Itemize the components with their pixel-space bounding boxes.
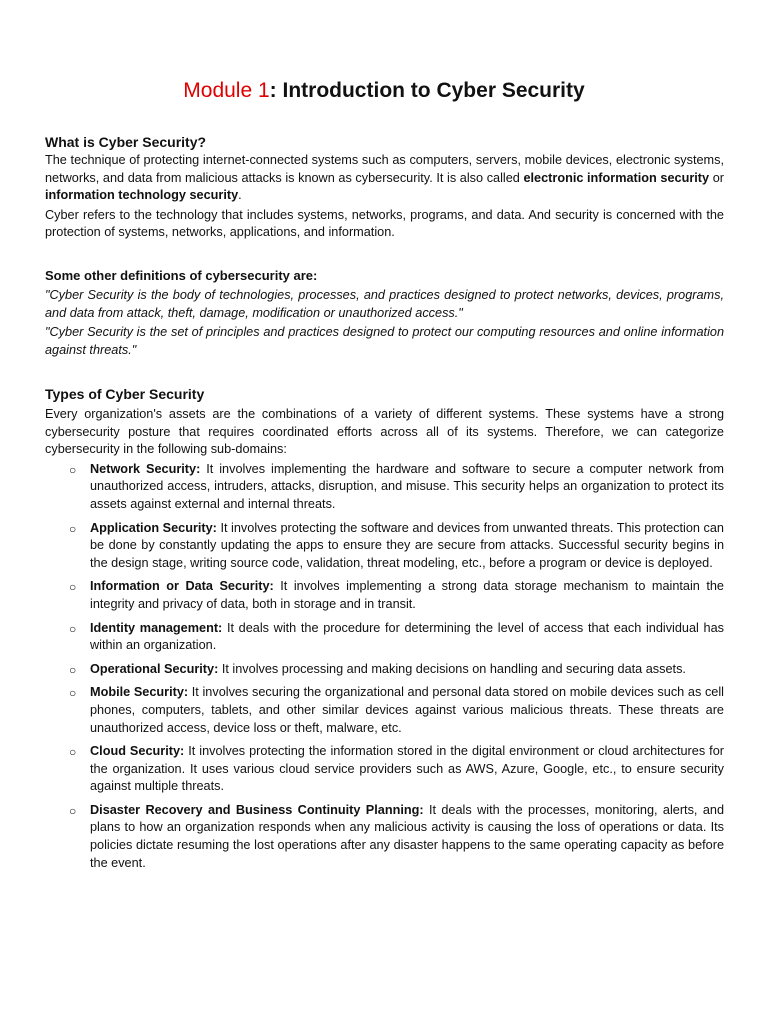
item-term: Disaster Recovery and Business Continuity Planning: [90,802,424,817]
paragraph: Cyber refers to the technology that includes systems, networks, programs, and data. And security is concerned with the protection of systems, networks, applications, and information. [45,207,724,240]
bold-term: electronic information security [523,170,710,185]
bullet-icon: ○ [69,662,77,677]
bullet-icon: ○ [69,462,77,477]
item-desc: It involves protecting the software and devices from unwanted threats. This protection can be done by constantly updating the apps to ensure they are secure from attacks. Successful security begins in the design stage, writing source code, validation, threat modeling, etc., before a program or device is deployed. [90,520,724,570]
quote: "Cyber Security is the set of principles and practices designed to protect our computing resources and online information against threats." [45,325,724,357]
item-desc: It involves processing and making decisions on handling and securing data assets. [218,661,686,676]
list-item [69,684,724,737]
item-desc: It involves securing the organizational and personal data stored on mobile devices such as cell phones, computers, tablets, and other similar devices against various malicious threats. These threats are unauthorized access, device loss or theft, malware, etc. [90,685,724,735]
list-item [69,661,724,679]
title-text: : Introduction to Cyber Security [269,79,585,102]
bullet-icon: ○ [69,521,77,536]
item-desc: It deals with the processes, monitoring, alerts, and plans to how an organization responds when any malicious activity is causing the loss of operations or data. Its policies dictate resuming the lost operations after any disaster happens to the same operating capacity as before the event. [90,802,724,870]
bullet-icon: ○ [69,621,77,636]
list-item [69,802,724,872]
item-desc: It deals with the procedure for determining the level of access that each individual has within an organization. [90,620,724,653]
types-list [45,461,724,872]
paragraph: Every organization's assets are the combinations of a variety of different systems. These systems have a strong cybersecurity posture that requires coordinated efforts across all of its systems. Therefore, we can categorize cybersecurity in the following sub-domains: [45,407,724,457]
section-heading: Types of Cyber Security [45,386,205,402]
section-definitions [45,267,724,359]
item-desc: It involves implementing the hardware and software to secure a computer network from unauthorized access, intruders, attacks, disruption, and misuse. This security helps an organization to protect its assets against external and internal threats. [90,461,724,511]
text: The technique of protecting internet-connected systems such as computers, servers, mobile devices, electronic systems, networks, and data from malicious attacks is known as cybersecurity. It is also called [45,153,724,185]
list-item [69,520,724,573]
module-label: Module 1 [183,79,270,102]
list-item [69,620,724,655]
item-term: Identity management: [90,620,223,635]
bullet-icon: ○ [69,580,77,595]
bold-term: information technology security [45,188,239,203]
section-heading: What is Cyber Security? [45,134,207,150]
item-term: Information or Data Security: [90,579,274,594]
item-term: Mobile Security: [90,685,189,700]
page-title [0,76,768,106]
list-item [69,743,724,796]
section-types [45,385,724,878]
item-desc: It involves protecting the information stored in the digital environment or cloud architectures for the organization. It uses various cloud service providers such as AWS, Azure, Google, etc., to ensure security against multiple threats. [90,744,724,794]
paragraph [45,152,724,205]
item-term: Cloud Security: [90,744,185,759]
quote: "Cyber Security is the body of technologies, processes, and practices designed to protect networks, devices, programs, and data from attack, theft, damage, modification or unauthorized access." [45,288,724,320]
bullet-icon: ○ [69,745,77,760]
list-item [69,461,724,514]
text: or [709,170,724,185]
item-term: Network Security: [90,461,201,476]
section-heading: Some other definitions of cybersecurity are: [45,268,318,283]
item-term: Application Security: [90,520,217,535]
bullet-icon: ○ [69,686,77,701]
text: . [238,188,242,203]
section-what-is [45,133,724,242]
bullet-icon: ○ [69,803,77,818]
list-item [69,578,724,613]
item-desc: It involves implementing a strong data storage mechanism to maintain the integrity and privacy of data, both in storage and in transit. [90,579,724,611]
item-term: Operational Security: [90,661,219,676]
